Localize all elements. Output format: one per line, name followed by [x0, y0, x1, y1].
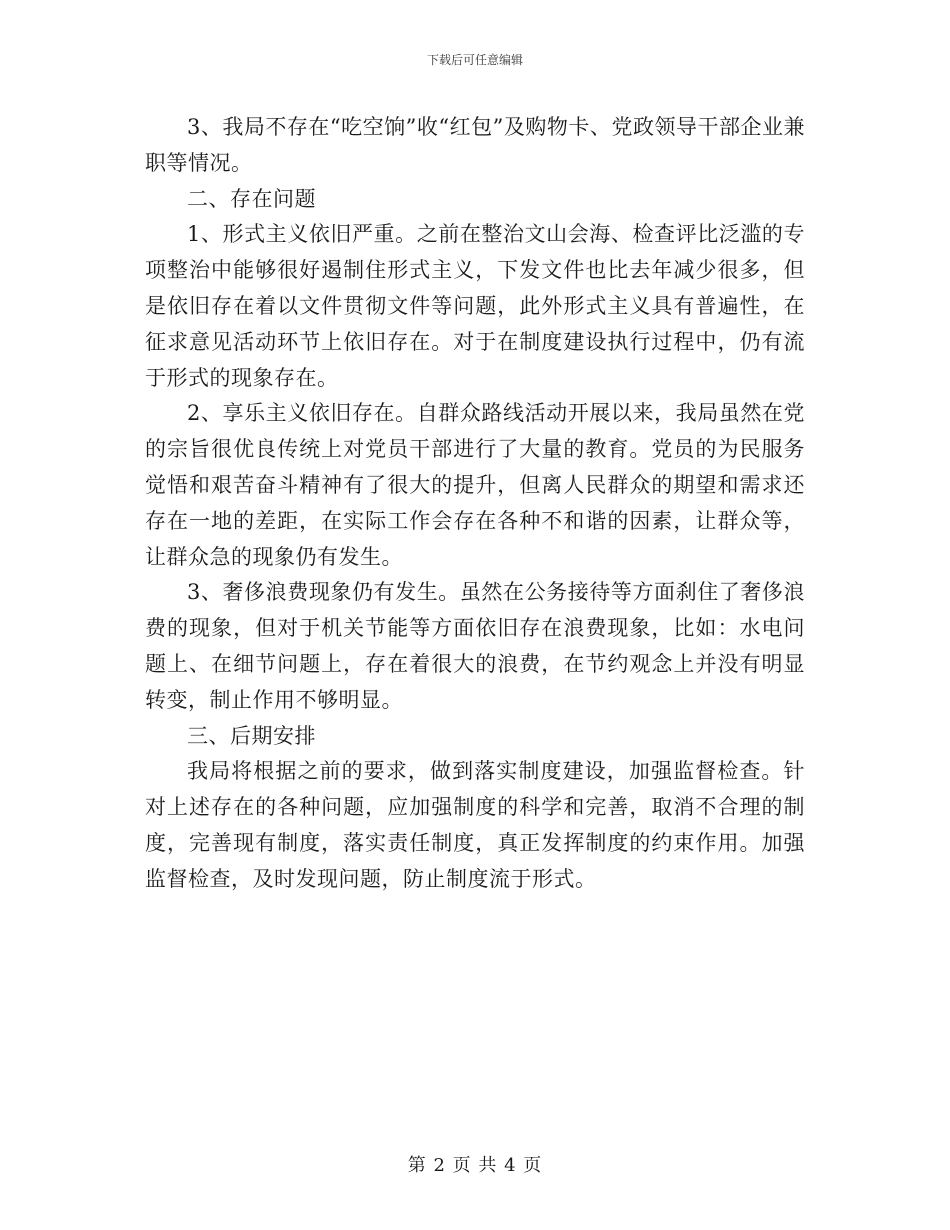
- paragraph-extravagance: 3、奢侈浪费现象仍有发生。虽然在公务接待等方面刹住了奢侈浪费的现象，但对于机关节能等方面依旧存在浪费现象，比如：水电问题上、在细节问题上，存在着很大的浪费，在节约观念上并没有明显转变，制止作用不够明显。: [145, 580, 805, 712]
- page-number: 第 2 页 共 4 页: [407, 1155, 543, 1176]
- paragraph-no-chikongxiang: 3、我局不存在“吃空饷”收“红包”及购物卡、党政领导干部企业兼职等情况。: [145, 115, 805, 175]
- section-heading-problems: 二、存在问题: [187, 186, 316, 211]
- paragraph-later-plans: 我局将根据之前的要求，做到落实制度建设，加强监督检查。针对上述存在的各种问题，应加强制度的科学和完善，取消不合理的制度，完善现有制度，落实责任制度，真正发挥制度的约束作用。加强监督检查，及时发现问题，防止制度流于形式。: [145, 759, 805, 891]
- paragraph-formalism: 1、形式主义依旧严重。之前在整治文山会海、检查评比泛滥的专项整治中能够很好遏制住形式主义，下发文件也比去年减少很多，但是依旧存在着以文件贯彻文件等问题，此外形式主义具有普遍性，在征求意见活动环节上依旧存在。对于在制度建设执行过程中，仍有流于形式的现象存在。: [145, 222, 805, 390]
- page-header: 下载后可任意编辑: [426, 53, 523, 67]
- document-body: [145, 110, 805, 898]
- section-heading-later-plans: 三、后期安排: [187, 723, 316, 748]
- paragraph-hedonism: 2、享乐主义依旧存在。自群众路线活动开展以来，我局虽然在党的宗旨很优良传统上对党员干部进行了大量的教育。党员的为民服务觉悟和艰苦奋斗精神有了很大的提升，但离人民群众的期望和需求还存在一地的差距，在实际工作会存在各种不和谐的因素，让群众等，让群众急的现象仍有发生。: [145, 401, 805, 569]
